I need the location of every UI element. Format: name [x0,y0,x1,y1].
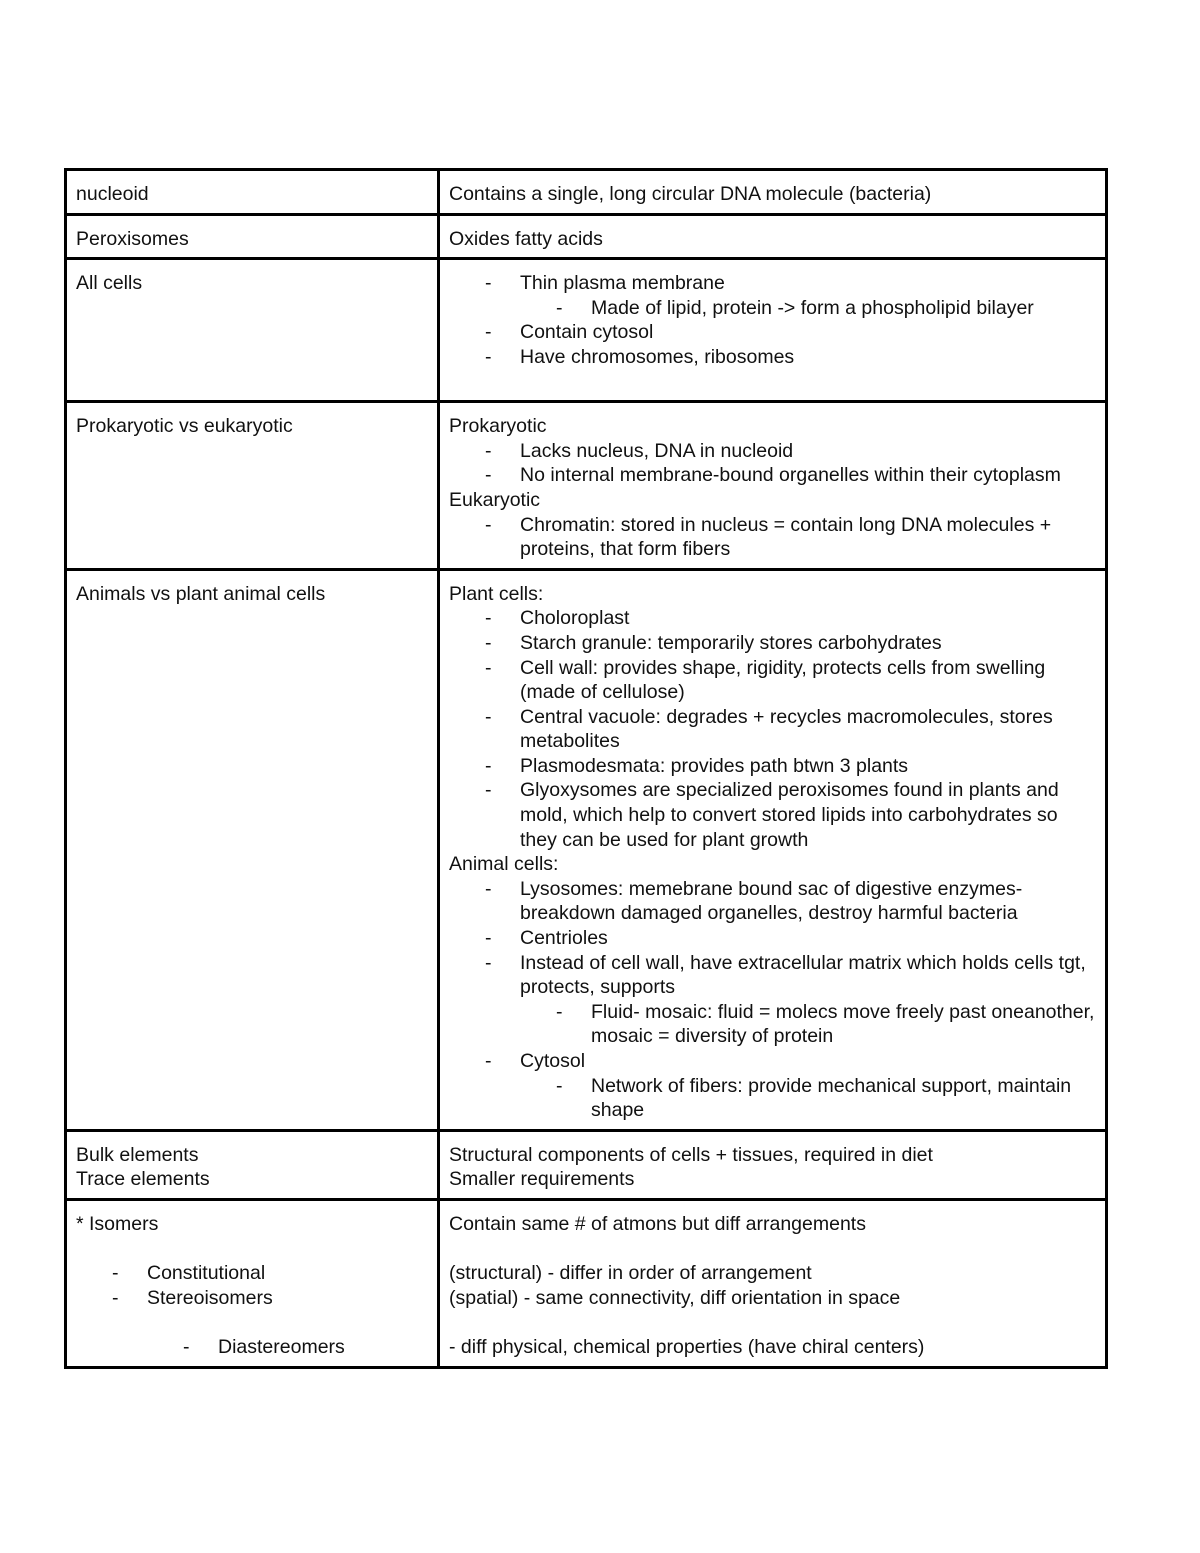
blank-line [449,370,1096,395]
text-line [449,1143,1096,1168]
blank-line [76,1237,428,1262]
bullet-item [449,1049,1096,1074]
bullet-item [76,1261,428,1286]
item-text: Made of lipid, protein -> form a phospholipid bilayer [591,296,1034,319]
term-cell [66,259,439,402]
table-row [66,1199,1107,1367]
text-line [76,271,428,296]
item-text: Fluid- mosaic: fluid = molecs move freely past oneanother, mosaic = diversity of protein [591,1000,1095,1048]
dash-bullet: - [485,464,492,487]
item-text: (spatial) - same connectivity, diff orientation in space [449,1286,901,1309]
dash-bullet: - [485,439,492,462]
item-text: Network of fibers: provide mechanical support, maintain shape [591,1074,1072,1122]
definition-cell [439,259,1107,402]
bullet-item [449,926,1096,951]
bullet-item [449,951,1096,1000]
dash-bullet: - [485,656,492,679]
item-text: - diff physical, chemical properties (have chiral centers) [449,1335,925,1358]
bullet-item [76,1335,428,1360]
dash-bullet: - [485,631,492,654]
dash-bullet: - [485,754,492,777]
dash-bullet: - [556,1074,563,1097]
item-text: Eukaryotic [449,488,541,511]
text-line [76,414,428,439]
dash-bullet: - [485,705,492,728]
bullet-item [449,463,1096,488]
term-cell [66,170,439,215]
item-text: Chromatin: stored in nucleus = contain long DNA molecules + proteins, that form fibers [520,513,1052,561]
item-text: Contain cytosol [520,321,654,344]
item-text: Centrioles [520,927,608,950]
item-text: Constitutional [147,1262,266,1285]
blank-line [449,1237,1096,1262]
item-text: Prokaryotic [449,415,547,438]
text-line [449,1286,1096,1311]
blank-line [76,1310,428,1335]
item-text: (structural) - differ in order of arrangement [449,1262,812,1285]
item-text: All cells [76,272,143,295]
bullet-item [449,513,1096,562]
blank-line [449,1310,1096,1335]
text-line [449,1261,1096,1286]
text-line [449,1167,1096,1192]
bullet-item [449,754,1096,779]
dash-bullet: - [112,1286,119,1309]
bullet-item [449,656,1096,705]
bullet-item [449,296,1096,321]
bullet-item [449,705,1096,754]
dash-bullet: - [556,1000,563,1023]
table-row [66,402,1107,570]
definition-cell [439,569,1107,1130]
item-text: nucleoid [76,183,149,205]
bullet-item [449,320,1096,345]
bullet-item [76,1286,428,1311]
item-text: Lysosomes: memebrane bound sac of digestive enzymes- breakdown damaged organelles, destroy harmful bacteria [520,877,1023,925]
definition-cell [439,1199,1107,1367]
dash-bullet: - [183,1335,190,1358]
text-line [76,1167,428,1192]
dash-bullet: - [485,321,492,344]
dash-bullet: - [485,607,492,630]
dash-bullet: - [485,513,492,536]
table-row [66,569,1107,1130]
definition-cell [439,402,1107,570]
item-text: Instead of cell wall, have extracellular matrix which holds cells tgt, protects, supports [520,951,1086,999]
item-text: Structural components of cells + tissues, required in diet [449,1143,933,1166]
item-text: Bulk elements [76,1143,199,1166]
item-text: Cytosol [520,1050,586,1072]
item-text: Oxides fatty acids [449,227,603,250]
text-line [449,1335,1096,1360]
item-text: Glyoxysomes are specialized peroxisomes found in plants and mold, which help to convert stored lipids into carbohydrates so they can be used for plant growth [520,779,1059,851]
text-line [449,1212,1096,1237]
bullet-item [449,778,1096,852]
item-text: Diastereomers [218,1335,345,1358]
item-text: Central vacuole: degrades + recycles macromolecules, stores metabolites [520,705,1053,753]
item-text: Contain same # of atmons but diff arrangements [449,1212,866,1235]
bullet-item [449,271,1096,296]
text-line [449,414,1096,439]
table-row [66,214,1107,259]
definition-cell [439,1130,1107,1199]
text-line [76,227,428,252]
bullet-item [449,345,1096,370]
text-line [449,488,1096,513]
definition-cell [439,170,1107,215]
term-cell [66,569,439,1130]
term-cell [66,1130,439,1199]
bullet-item [449,606,1096,631]
item-text: Choloroplast [520,607,630,630]
table-row [66,170,1107,215]
item-text: Smaller requirements [449,1168,635,1191]
text-line [76,182,428,207]
dash-bullet: - [485,951,492,974]
bullet-item [449,1074,1096,1123]
dash-bullet: - [485,927,492,950]
item-text: Cell wall: provides shape, rigidity, protects cells from swelling (made of cellulose) [520,656,1046,704]
bullet-item [449,631,1096,656]
item-text: Plasmodesmata: provides path btwn 3 plants [520,754,909,777]
bullet-item [449,1000,1096,1049]
table-row [66,1130,1107,1199]
item-text: Trace elements [76,1168,210,1191]
dash-bullet: - [485,272,492,295]
item-text: Starch granule: temporarily stores carbohydrates [520,631,942,654]
item-text: Thin plasma membrane [520,272,725,295]
dash-bullet: - [485,345,492,368]
text-line [449,227,1096,252]
bullet-item [449,439,1096,464]
notes-table [64,168,1108,1369]
item-text: Prokaryotic vs eukaryotic [76,415,293,438]
item-text: Plant cells: [449,582,544,605]
term-cell [66,1199,439,1367]
dash-bullet: - [556,296,563,319]
item-text: Contains a single, long circular DNA molecule (bacteria) [449,183,932,205]
item-text: Animals vs plant animal cells [76,582,326,605]
bullet-item [449,877,1096,926]
definition-cell [439,214,1107,259]
text-line [76,582,428,607]
term-cell [66,214,439,259]
item-text: Peroxisomes [76,227,189,250]
item-text: Stereoisomers [147,1286,273,1309]
item-text: No internal membrane-bound organelles within their cytoplasm [520,464,1061,487]
table-row [66,259,1107,402]
text-line [449,582,1096,607]
item-text: Lacks nucleus, DNA in nucleoid [520,439,794,462]
dash-bullet: - [112,1262,119,1285]
item-text: Have chromosomes, ribosomes [520,345,795,368]
text-line [449,182,1096,207]
text-line [76,1143,428,1168]
text-line [76,1212,428,1237]
dash-bullet: - [485,779,492,802]
item-text: * Isomers [76,1212,159,1235]
item-text: Animal cells: [449,853,559,876]
dash-bullet: - [485,877,492,900]
text-line [449,852,1096,877]
dash-bullet: - [485,1050,492,1072]
term-cell [66,402,439,570]
